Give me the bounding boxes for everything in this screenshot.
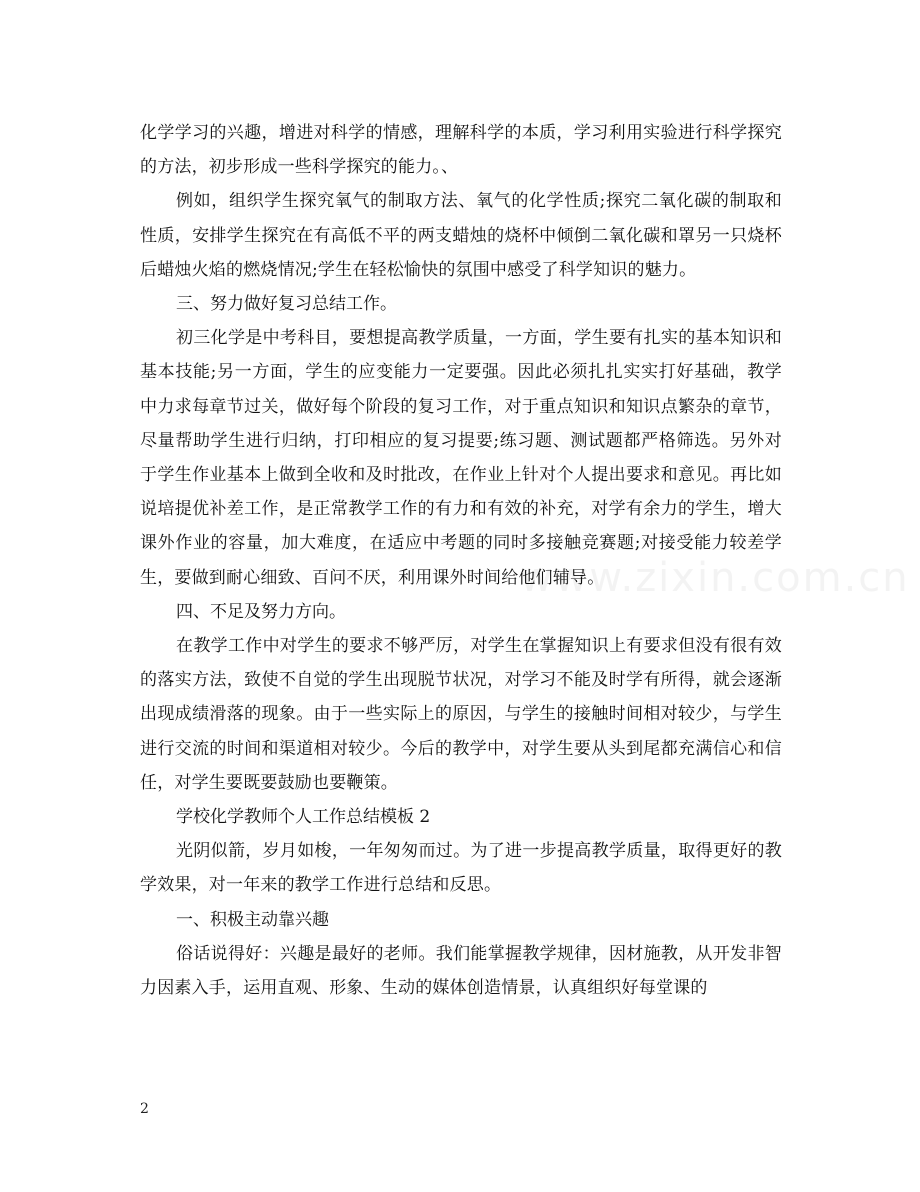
section-heading: 一、积极主动靠兴趣 [176,909,329,930]
paragraph: 初三化学是中考科目，要想提高教学质量，一方面，学生要有扎实的基本知识和基本技能;另一方面，学生的应变能力一定要强。因此必须扎扎实实打好基础，教学中力求每章节过关，做好每个阶段的复习工作，对于重点知识和知识点繁杂的章节，尽量帮助学生进行归纳，打印相应的复习提要;练习题、测试题都严格筛选。另外对于学生作业基本上做到全收和及时批改，在作业上针对个人提出要求和意见。再比如说培提优补差工作，是正常教学工作的有力和有效的补充，对学有余力的学生，增大课外作业的容量，加大难度，在适应中考题的同时多接触竞赛题;对接受能力较差学生，要做到耐心细致、百问不厌，利用课外时间给他们辅导。 [140,328,782,588]
page-number: 2 [140,1101,149,1117]
paragraph: 在教学工作中对学生的要求不够严厉，对学生在掌握知识上有要求但没有很有效的落实方法，致使不自觉的学生出现脱节状况，对学习不能及时学有所得，就会逐渐出现成绩滑落的现象。由于一些实际上的原因，与学生的接触时间相对较少，与学生进行交流的时间和渠道相对较少。今后的教学中，对学生要从头到尾都充满信心和信任，对学生要既要鼓励也要鞭策。 [140,636,782,793]
paragraph: 例如，组织学生探究氧气的制取方法、氧气的化学性质;探究二氧化碳的制取和性质，安排学生探究在有高低不平的两支蜡烛的烧杯中倾倒二氧化碳和罩另一只烧杯后蜡烛火焰的燃烧情况;学生在轻松愉快的氛围中感受了科学知识的魅力。 [140,191,782,280]
section-heading: 四、不足及努力方向。 [176,601,346,622]
document-title: 学校化学教师个人工作总结模板 2 [176,807,431,828]
section-heading: 三、努力做好复习总结工作。 [176,294,397,315]
paragraph: 俗话说得好：兴趣是最好的老师。我们能掌握教学规律，因材施教，从开发非智力因素入手，运用直观、形象、生动的媒体创造情景，认真组织好每堂课的 [140,943,782,999]
paragraph: 光阴似箭，岁月如梭，一年匆匆而过。为了进一步提高教学质量，取得更好的教学效果，对一年来的教学工作进行总结和反思。 [140,841,782,896]
watermark: www.zixin.com.cn [520,555,910,601]
document-body [140,116,782,1005]
paragraph: 化学学习的兴趣，增进对科学的情感，理解科学的本质，学习利用实验进行科学探究的方法，初步形成一些科学探究的能力。、 [140,123,782,178]
